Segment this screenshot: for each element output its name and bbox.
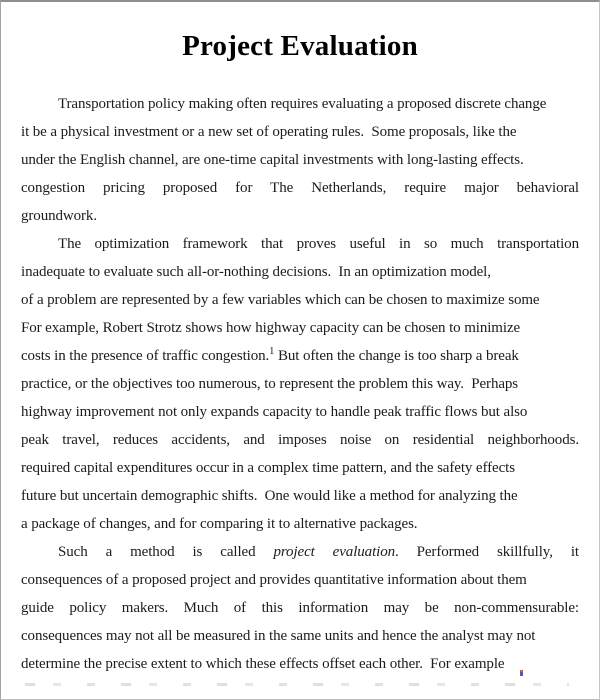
text-line [21,594,579,622]
text-line [21,258,579,286]
text-line [21,398,579,426]
text-line [21,118,579,146]
text-segment: peak travel, reduces accidents, and imposes noise on residential neighborhoods. [21,432,579,448]
text-segment: congestion pricing proposed for The Netherlands, require major behavioral [21,180,579,196]
text-segment: a package of changes, and for comparing it to alternative packages. [21,516,418,532]
text-line [21,314,579,342]
text-segment: groundwork. [21,208,97,224]
text-segment: The optimization framework that proves useful in so much transportation [58,236,579,252]
cutoff-line-remnant [25,683,569,686]
text-segment: consequences may not all be measured in the same units and hence the analyst may not [21,628,536,644]
text-line [21,538,579,566]
text-line [21,286,579,314]
text-segment: inadequate to evaluate such all-or-nothing decisions. In an optimization model, [21,264,491,280]
text-segment: Transportation policy making often requires evaluating a proposed discrete change [58,96,547,112]
footnote-marker: 1 [269,346,275,357]
text-segment: project evaluation [273,544,395,560]
body-text [1,64,599,678]
page-title: Project Evaluation [182,30,418,62]
text-line [21,426,579,454]
text-segment: For example, Robert Strotz shows how highway capacity can be chosen to minimize [21,320,521,336]
text-segment: determine the precise extent to which these effects offset each other. For example [21,656,505,672]
text-line [21,174,579,202]
text-line [21,510,579,538]
text-segment: costs in the presence of traffic congestion. [21,348,270,364]
text-line [21,622,579,650]
text-segment: required capital expenditures occur in a complex time pattern, and the safety effects [21,460,515,476]
text-segment: Such a method is called [58,544,274,560]
text-segment: . Performed skillfully, it [395,544,579,560]
text-line [21,454,579,482]
speck-artifact [520,670,523,676]
text-line [21,482,579,510]
text-line [21,650,579,678]
text-segment: future but uncertain demographic shifts. One would like a method for analyzing the [21,488,518,504]
text-segment: guide policy makers. Much of this information may be non-commensurable: [21,600,579,616]
text-segment: under the English channel, are one-time capital investments with long-lasting effects. [21,152,524,168]
text-segment: But often the change is too sharp a break [274,348,519,364]
text-segment: it be a physical investment or a new set of operating rules. Some proposals, like the [21,124,517,140]
text-segment: highway improvement not only expands capacity to handle peak traffic flows but also [21,404,528,420]
text-segment: consequences of a proposed project and provides quantitative information about them [21,572,527,588]
text-line [21,146,579,174]
text-line [21,90,579,118]
text-line [21,370,579,398]
text-segment: practice, or the objectives too numerous, to represent the problem this way. Perhaps [21,376,519,392]
text-line [21,230,579,258]
text-line [21,202,579,230]
text-segment: of a problem are represented by a few variables which can be chosen to maximize some [21,292,540,308]
text-line [21,342,579,370]
text-line [21,566,579,594]
